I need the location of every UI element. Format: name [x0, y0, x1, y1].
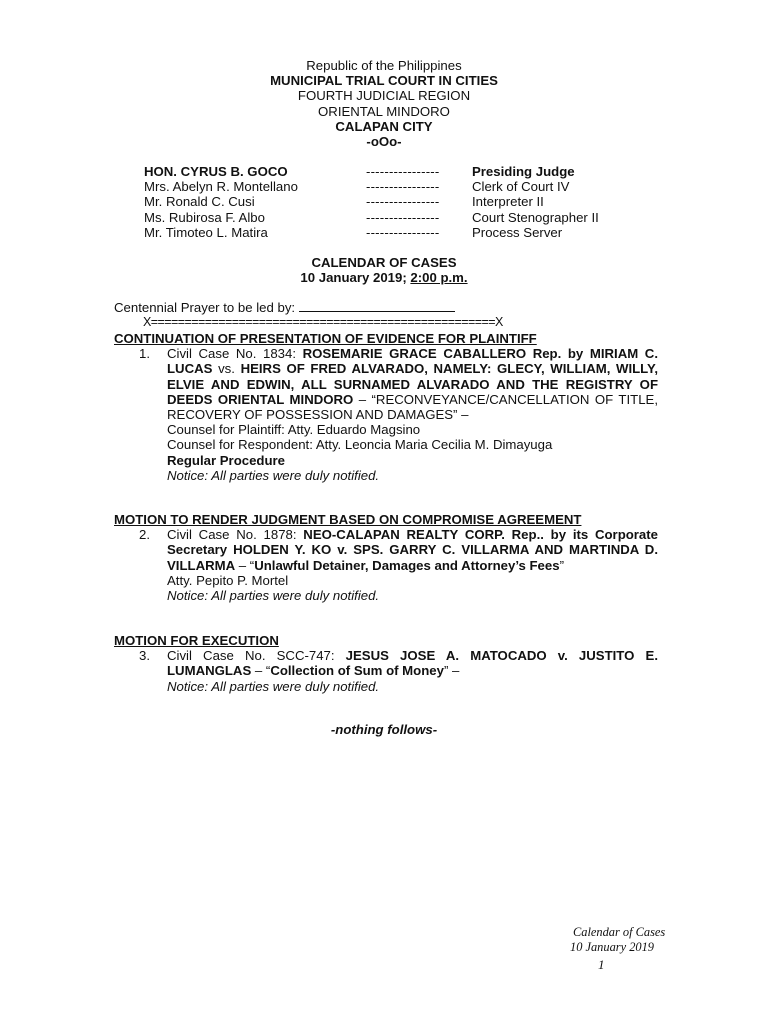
case-prefix: Civil Case No. SCC-747:: [167, 648, 346, 664]
case-vs: vs.: [212, 361, 241, 377]
header-province: ORIENTAL MINDORO: [318, 103, 450, 119]
case-caption: [167, 346, 658, 422]
counsel-plaintiff: Counsel for Plaintiff: Atty. Eduardo Magsino: [167, 422, 421, 438]
staff-row: [144, 179, 664, 194]
case-notice: Notice: All parties were duly notified.: [167, 588, 380, 604]
calendar-datetime: [0, 270, 768, 285]
case-parties: JESUS JOSE A. MATOCADO v. JUSTITO E. LUMANGLAS: [167, 648, 658, 679]
case-dash: – “: [235, 557, 255, 573]
staff-position: Process Server: [472, 224, 563, 240]
staff-dash: ----------------: [366, 179, 440, 195]
staff-row: [144, 164, 664, 179]
section-execution: [114, 633, 658, 694]
staff-dash: ----------------: [366, 164, 440, 180]
staff-name: Mrs. Abelyn R. Montellano: [144, 179, 298, 195]
case-procedure: Regular Procedure: [167, 452, 285, 468]
staff-dash: ----------------: [366, 224, 440, 240]
case-close: ”: [559, 557, 564, 573]
case-caption: [167, 648, 658, 678]
staff-name: HON. CYRUS B. GOCO: [144, 164, 288, 180]
header-city: CALAPAN CITY: [335, 118, 433, 134]
prayer-label: Centennial Prayer to be led by:: [114, 300, 296, 315]
case-notice: Notice: All parties were duly notified.: [167, 678, 380, 694]
staff-position: Interpreter II: [472, 194, 544, 210]
calendar-time: 2:00 p.m.: [410, 270, 468, 286]
calendar-title: CALENDAR OF CASES: [311, 255, 457, 270]
section-title: CONTINUATION OF PRESENTATION OF EVIDENCE FOR PLAINTIFF: [114, 331, 537, 346]
staff-position: Court Stenographer II: [472, 209, 599, 225]
staff-row: [144, 194, 664, 209]
staff-name: Mr. Ronald C. Cusi: [144, 194, 255, 210]
staff-name: Ms. Rubirosa F. Albo: [144, 209, 265, 225]
case-notice: Notice: All parties were duly notified.: [167, 467, 380, 483]
staff-position: Clerk of Court IV: [472, 179, 570, 195]
calendar-date: 10 January 2019;: [300, 270, 407, 286]
case-close: ” –: [443, 663, 460, 679]
case-number: 1.: [139, 346, 150, 362]
case-prefix: Civil Case No. 1834:: [167, 346, 303, 362]
header-republic: Republic of the Philippines: [306, 58, 462, 73]
case-parties: ROSEMARIE GRACE CABALLERO Rep. by MIRIAM C. LUCAS: [167, 346, 658, 377]
case-caption: [167, 527, 658, 573]
staff-row: [144, 225, 664, 240]
court-staff-list: [144, 164, 664, 240]
separator-line: X===================================================X: [143, 315, 503, 329]
case-counsel: Atty. Pepito P. Mortel: [167, 572, 289, 588]
court-header: [0, 58, 768, 149]
case-dash: – “: [251, 663, 271, 679]
case-entry: [139, 346, 658, 483]
prayer-blank: [299, 300, 455, 312]
section-title: MOTION FOR EXECUTION: [114, 633, 279, 648]
case-entry: [139, 648, 658, 694]
staff-dash: ----------------: [366, 194, 440, 210]
footer-title: Calendar of Cases: [573, 925, 666, 939]
staff-position: Presiding Judge: [472, 164, 575, 180]
page-number: 1: [598, 957, 605, 972]
case-parties-respondent: HEIRS OF FRED ALVARADO, NAMELY: GLECY, WILLIAM, WILLY, ELVIE AND EDWIN, ALL SURNAMED ALVARADO AND THE REGISTRY OF DEEDS ORIENTAL MINDORO: [167, 361, 658, 407]
case-nature: – “RECONVEYANCE/CANCELLATION OF TITLE, RECOVERY OF POSSESSION AND DAMAGES” –: [167, 391, 658, 423]
page-footer: [570, 925, 665, 954]
header-ornament: -oOo-: [366, 134, 402, 150]
case-number: 2.: [139, 527, 150, 543]
case-nature: Collection of Sum of Money: [270, 663, 444, 679]
footer-date: 10 January 2019: [570, 939, 654, 954]
case-parties: NEO-CALAPAN REALTY CORP. Rep.. by its Corporate Secretary HOLDEN Y. KO v. SPS. GARRY C. VILLARMA AND MARTINDA D. VILLARMA: [167, 527, 658, 573]
section-compromise: [114, 512, 658, 603]
calendar-heading: [0, 255, 768, 285]
section-title: MOTION TO RENDER JUDGMENT BASED ON COMPROMISE AGREEMENT: [114, 512, 582, 527]
header-region: FOURTH JUDICIAL REGION: [297, 88, 471, 104]
staff-dash: ----------------: [366, 209, 440, 225]
prayer-line: [114, 300, 455, 315]
counsel-respondent: Counsel for Respondent: Atty. Leoncia Maria Cecilia M. Dimayuga: [167, 437, 553, 453]
case-prefix: Civil Case No. 1878:: [167, 527, 304, 543]
case-nature: Unlawful Detainer, Damages and Attorney’s Fees: [254, 557, 560, 573]
case-number: 3.: [139, 648, 150, 664]
staff-name: Mr. Timoteo L. Matira: [144, 224, 268, 240]
case-entry: [139, 527, 658, 604]
section-evidence: [114, 331, 658, 483]
staff-row: [144, 210, 664, 225]
nothing-follows: -nothing follows-: [330, 722, 438, 737]
header-court-name: MUNICIPAL TRIAL COURT IN CITIES: [270, 73, 498, 89]
